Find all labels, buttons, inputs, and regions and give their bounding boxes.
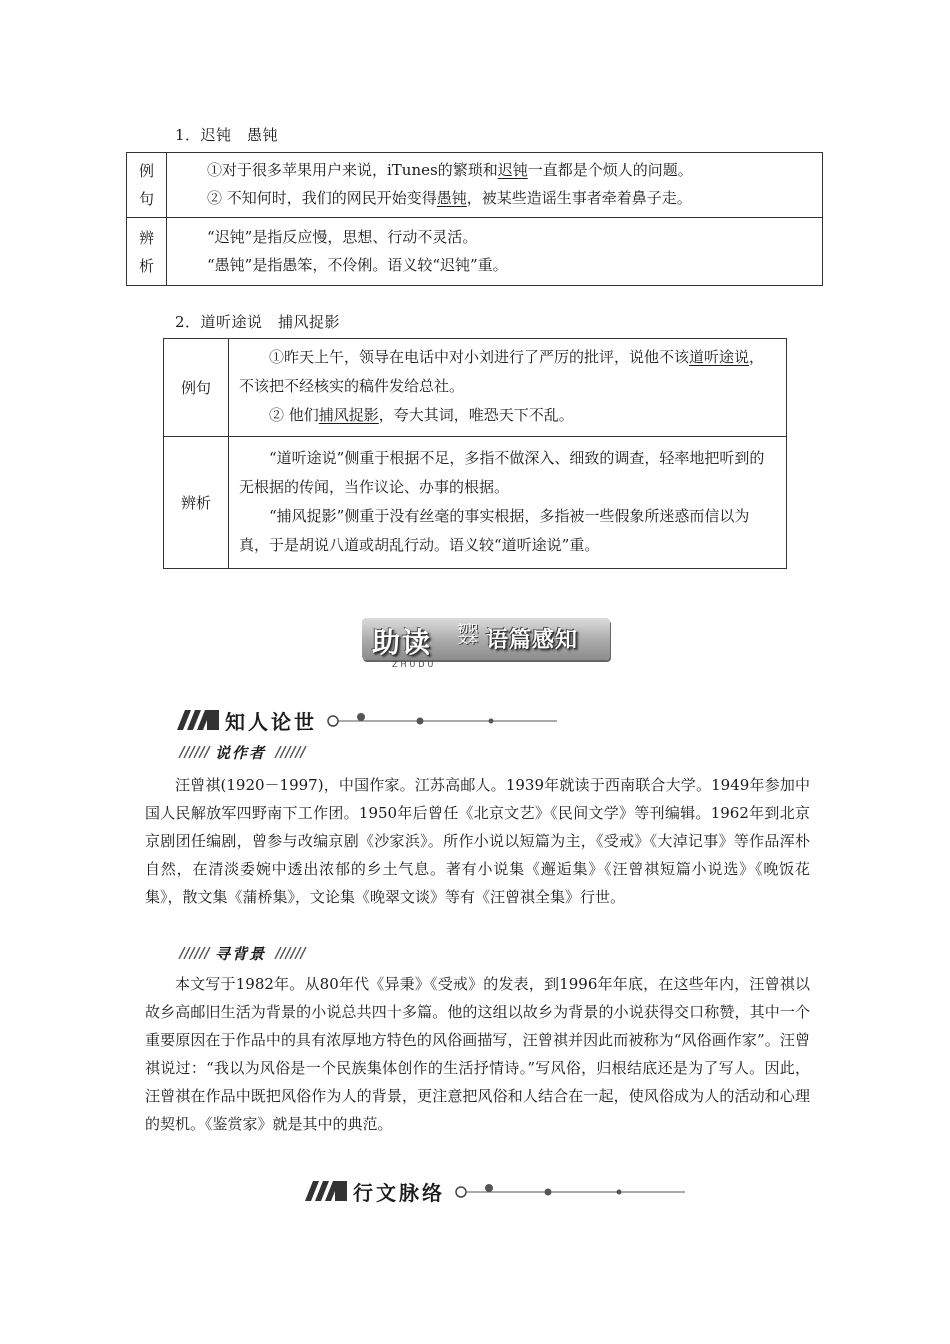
hatch-left-icon: [177, 947, 213, 959]
section-heading-text: 知人论世: [225, 710, 317, 734]
section-heading-text: 行文脉络: [353, 1181, 445, 1205]
analysis-label: 辨 析: [127, 218, 167, 286]
analysis-line-2: “愚钝”是指愚笨，不伶俐。语义较“迟钝”重。: [207, 255, 508, 274]
analysis-row: [127, 218, 823, 286]
item1-table: [126, 152, 823, 286]
dotted-line-icon: [325, 712, 557, 728]
example-sentence-1: ①对于很多苹果用户来说，iTunes的繁琐和迟钝一直都是个烦人的问题。: [207, 161, 693, 179]
analysis-label: 辨析: [164, 437, 229, 569]
slash-bars-icon: [177, 710, 219, 730]
subheading-text: 说作者: [215, 744, 267, 762]
slash-bars-icon: [305, 1181, 347, 1201]
banner-sub-text: 语篇感知: [486, 627, 579, 653]
banner-small-text: 初识 文本: [458, 624, 478, 646]
analysis-cell: [229, 437, 787, 569]
analysis-row: [164, 437, 787, 569]
section-heading-outline: [305, 1177, 685, 1205]
example-sentence-1: ①昨天上午，领导在电话中对小刘进行了严厉的批评，说他不该道听途说，不该把不经核实的稿件发给总社。: [239, 348, 765, 395]
item1-title: 1．迟钝 愚钝: [175, 126, 279, 144]
example-cell: [167, 153, 823, 218]
item2-table: [163, 338, 787, 569]
author-paragraph: 汪曾祺(1920－1997)，中国作家。江苏高邮人。1939年就读于西南联合大学。1949年参加中国人民解放军四野南下工作团。1950年后曾任《北京文艺》《民间文学》等刊编辑。1962年到北京京剧团任编剧，曾参与改编京剧《沙家浜》。所作小说以短篇为主，《受戒》《大淖记事》等作品浑朴自然，在清淡委婉中透出浓郁的乡土气息。著有小说集《邂逅集》《汪曾祺短篇小说选》《晚饭花集》，散文集《蒲桥集》，文论集《晚翠文谈》等有《汪曾祺全集》行世。: [145, 776, 810, 906]
example-row: [127, 153, 823, 218]
example-sentence-2: ② 不知何时，我们的网民开始变得愚钝，被某些造谣生事者牵着鼻子走。: [207, 189, 692, 207]
analysis-paragraph-1: “道听途说”侧重于根据不足，多指不做深入、细致的调查，轻率地把听到的无根据的传闻，当作议论、办事的根据。: [239, 448, 765, 496]
section-banner: [362, 618, 610, 669]
dotted-line-icon: [453, 1183, 685, 1199]
analysis-cell: [167, 218, 823, 286]
item2-title: 2．道听途说 捕风捉影: [175, 313, 341, 331]
background-paragraph: 本文写于1982年。从80年代《异秉》《受戒》的发表，到1996年年底，在这些年内，汪曾祺以故乡高邮旧生活为背景的小说总共四十多篇。他的这组以故乡为背景的小说获得交口称赞，其中一个重要原因在于作品中的具有浓厚地方特色的风俗画描写，汪曾祺并因此而被称为“风俗画作家”。汪曾祺说过：“我以为风俗是一个民族集体创作的生活抒情诗。”写风俗，归根结底还是为了写人。因此，汪曾祺在作品中既把风俗作为人的背景，更注意把风俗和人结合在一起，使风俗成为人的活动和心理的契机。《鉴赏家》就是其中的典范。: [145, 975, 810, 1133]
section-heading-know-author: [177, 706, 557, 734]
banner-main-text: 助读: [372, 626, 433, 659]
banner-pinyin: ZHUDU: [392, 660, 437, 669]
example-label: 例 句: [127, 153, 167, 218]
subheading-author: [177, 744, 317, 762]
subheading-text: 寻背景: [215, 945, 267, 963]
subheading-background: [177, 945, 317, 963]
example-label: 例句: [164, 339, 229, 437]
example-sentence-2: ② 他们捕风捉影，夸大其词，唯恐天下不乱。: [269, 406, 574, 424]
hatch-right-icon: [273, 947, 309, 959]
example-row: [164, 339, 787, 437]
example-cell: [229, 339, 787, 437]
hatch-left-icon: [177, 746, 213, 758]
analysis-paragraph-2: “捕风捉影”侧重于没有丝毫的事实根据，多指被一些假象所迷惑而信以为真，于是胡说八道或胡乱行动。语义较“道听途说”重。: [239, 506, 750, 554]
analysis-line-1: “迟钝”是指反应慢，思想、行动不灵活。: [207, 227, 478, 246]
hatch-right-icon: [273, 746, 309, 758]
